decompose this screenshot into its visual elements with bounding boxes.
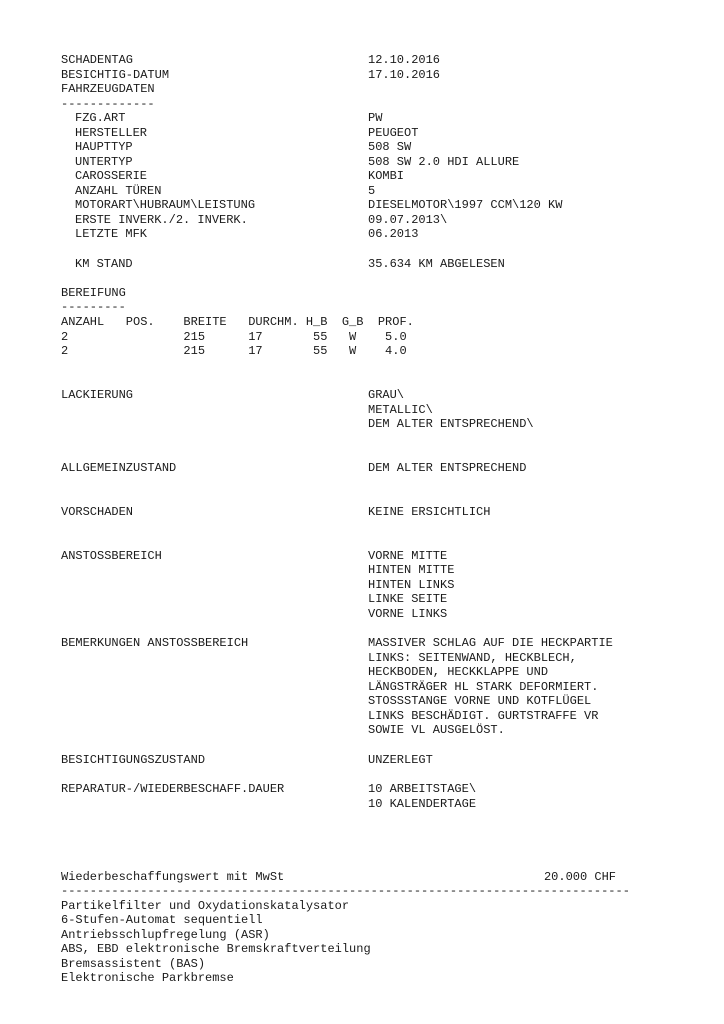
vehicle-row-label: HERSTELLER <box>75 125 148 140</box>
wiederbeschaffungswert-amount: 20.000 CHF <box>543 869 616 884</box>
besichtigungszustand-label: BESICHTIGUNGSZUSTAND <box>61 753 206 767</box>
feature-line: Bremsassistent (BAS) <box>61 956 206 971</box>
anstossbereich-label: ANSTOSSBEREICH <box>61 548 162 563</box>
vehicle-row-value: PEUGEOT <box>368 125 419 140</box>
vehicle-row-value: 5 <box>368 183 376 198</box>
allgemeinzustand-value: DEM ALTER ENTSPRECHEND <box>368 461 527 475</box>
bemerkungen-value-line: SOWIE VL AUSGELÖST. <box>368 723 505 737</box>
wiederbeschaffungswert-rule: ------------------------------------------------------------------------------- <box>61 884 630 898</box>
anstossbereich-value-line: HINTEN MITTE <box>368 563 455 577</box>
besichtig-datum-label: BESICHTIG-DATUM <box>61 67 170 82</box>
besichtig-datum-value: 17.10.2016 <box>368 67 441 82</box>
bereifung-rule: --------- <box>61 300 126 314</box>
vehicle-row-value: DIESELMOTOR\1997 CCM\120 KW <box>368 198 563 212</box>
bemerkungen-value-line: LINKS BESCHÄDIGT. GURTSTRAFFE VR <box>368 708 599 723</box>
tire-table-row: 2 215 17 55 W 4.0 <box>61 344 407 358</box>
allgemeinzustand-label: ALLGEMEINZUSTAND <box>61 461 177 475</box>
feature-line: Elektronische Parkbremse <box>61 971 234 985</box>
reparatur-dauer-value-line: 10 KALENDERTAGE <box>368 796 477 811</box>
vehicle-row-value: PW <box>368 111 383 125</box>
bereifung-title: BEREIFUNG <box>61 285 126 300</box>
lackierung-label: LACKIERUNG <box>61 388 134 402</box>
vehicle-row-label: FZG.ART <box>75 111 126 125</box>
tire-table-row: 2 215 17 55 W 5.0 <box>61 329 407 344</box>
bemerkungen-value-line: HECKBODEN, HECKKLAPPE UND <box>368 665 549 679</box>
anstossbereich-value-line: VORNE MITTE <box>368 548 448 563</box>
reparatur-dauer-value-line: 10 ARBEITSTAGE\ <box>368 782 477 796</box>
vehicle-row-label: ANZAHL TÜREN <box>75 183 162 198</box>
bemerkungen-value-line: LÄNGSTRÄGER HL STARK DEFORMIERT. <box>368 679 599 694</box>
vehicle-row-label: HAUPTTYP <box>75 140 133 154</box>
vehicle-row-label: UNTERTYP <box>75 154 133 169</box>
bemerkungen-value-line: MASSIVER SCHLAG AUF DIE HECKPARTIE <box>368 636 613 650</box>
fahrzeugdaten-title: FAHRZEUGDATEN <box>61 82 155 96</box>
vehicle-row-value: KOMBI <box>368 169 405 183</box>
vehicle-row-value: 508 SW <box>368 140 412 154</box>
vorschaden-label: VORSCHADEN <box>61 505 134 519</box>
lackierung-value-line: METALLIC\ <box>368 402 433 417</box>
anstossbereich-value-line: HINTEN LINKS <box>368 577 455 592</box>
km-stand-value: 35.634 KM ABGELESEN <box>368 257 505 271</box>
vehicle-row-label: LETZTE MFK <box>75 227 148 241</box>
bemerkungen-value-line: LINKS: SEITENWAND, HECKBLECH, <box>368 650 577 665</box>
anstossbereich-value-line: VORNE LINKS <box>368 606 448 621</box>
schadentag-label: SCHADENTAG <box>61 53 134 67</box>
tire-table-header: ANZAHL POS. BREITE DURCHM. H_B G_B PROF. <box>61 315 414 329</box>
lackierung-value-line: GRAU\ <box>368 388 405 402</box>
vehicle-row-value: 09.07.2013\ <box>368 212 448 227</box>
anstossbereich-value-line: LINKE SEITE <box>368 592 448 606</box>
feature-line: Antriebsschlupfregelung (ASR) <box>61 927 270 942</box>
km-stand-label: KM STAND <box>75 257 133 271</box>
vehicle-row-value: 06.2013 <box>368 227 419 241</box>
bemerkungen-value-line: STOSSSTANGE VORNE UND KOTFLÜGEL <box>368 694 592 708</box>
vehicle-row-label: MOTORART\HUBRAUM\LEISTUNG <box>75 198 256 212</box>
feature-line: 6-Stufen-Automat sequentiell <box>61 913 263 927</box>
feature-line: Partikelfilter und Oxydationskatalysator <box>61 898 350 913</box>
schadentag-value: 12.10.2016 <box>368 53 441 67</box>
besichtigungszustand-value: UNZERLEGT <box>368 753 433 767</box>
vorschaden-value: KEINE ERSICHTLICH <box>368 505 491 519</box>
reparatur-dauer-label: REPARATUR-/WIEDERBESCHAFF.DAUER <box>61 782 285 796</box>
bemerkungen-label: BEMERKUNGEN ANSTOSSBEREICH <box>61 636 249 650</box>
wiederbeschaffungswert-label: Wiederbeschaffungswert mit MwSt <box>61 869 285 884</box>
vehicle-row-label: ERSTE INVERK./2. INVERK. <box>75 212 248 227</box>
vehicle-row-label: CAROSSERIE <box>75 169 148 183</box>
feature-line: ABS, EBD elektronische Bremskraftverteilung <box>61 942 371 956</box>
fahrzeugdaten-rule: ------------- <box>61 96 155 111</box>
lackierung-value-line: DEM ALTER ENTSPRECHEND\ <box>368 417 534 431</box>
vehicle-row-value: 508 SW 2.0 HDI ALLURE <box>368 154 520 169</box>
